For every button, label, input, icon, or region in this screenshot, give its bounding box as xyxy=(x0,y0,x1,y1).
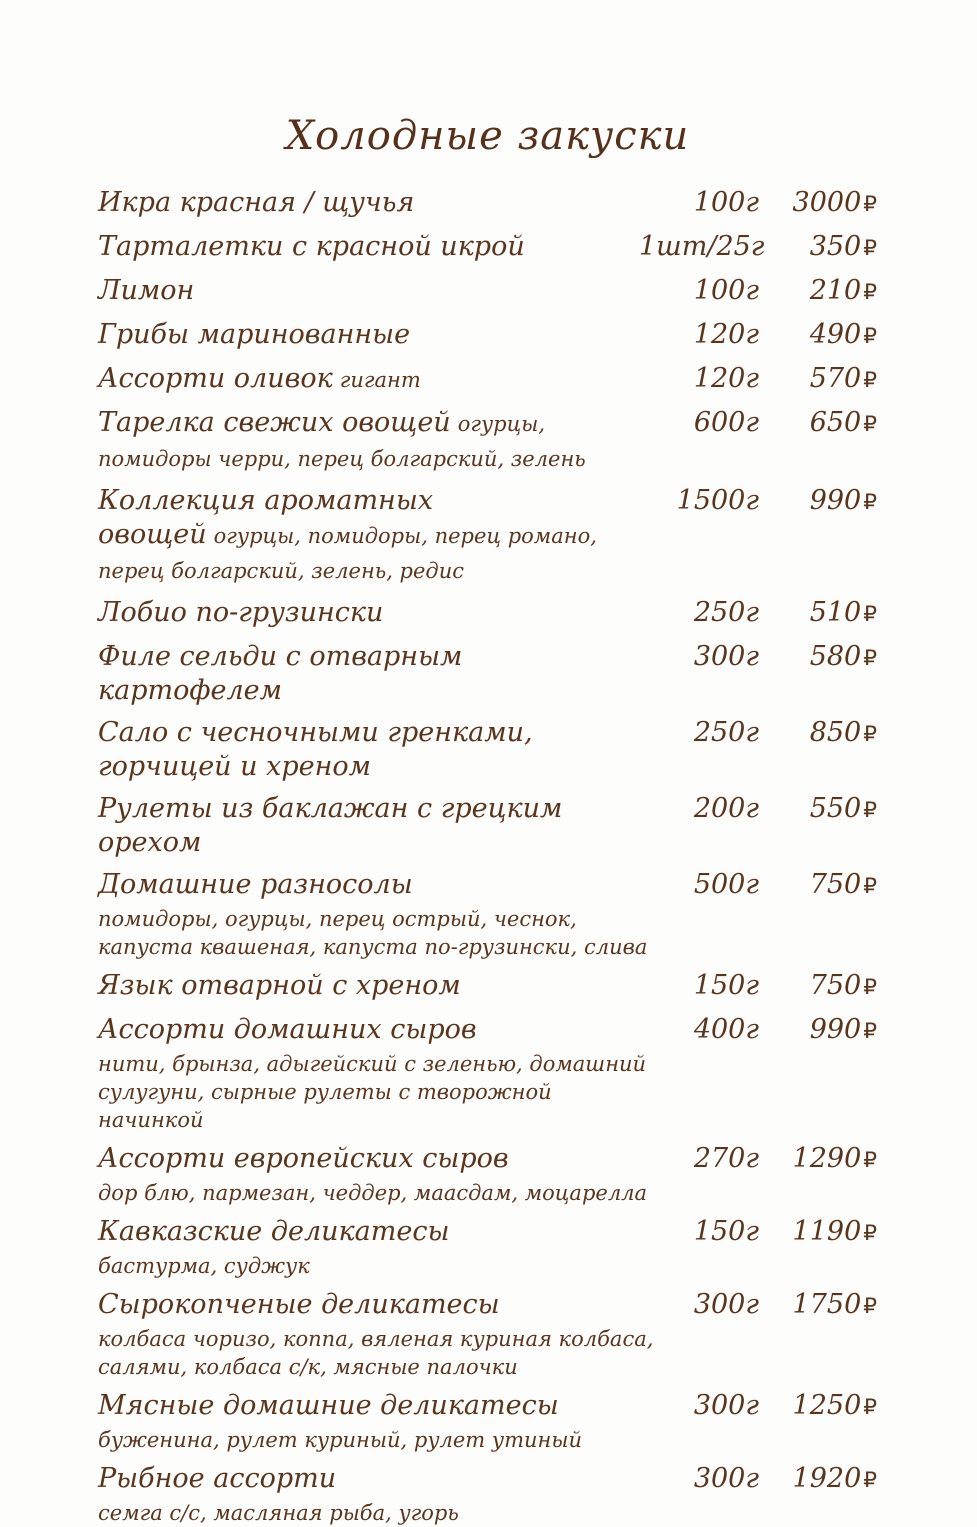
item-weight: 400г xyxy=(693,1014,759,1045)
ruble-sign: ₽ xyxy=(863,722,877,747)
item-note: огурцы, помидоры черри, перец болгарский, зелень xyxy=(98,412,586,471)
item-name-cell xyxy=(98,1013,639,1047)
item-weight: 150г xyxy=(693,1216,759,1247)
ruble-sign: ₽ xyxy=(863,412,877,437)
item-description-line: буженина, рулет куриный, рулет утиный xyxy=(98,1428,582,1452)
ruble-sign: ₽ xyxy=(863,368,877,393)
menu-item xyxy=(98,362,877,398)
ruble-sign: ₽ xyxy=(863,602,877,627)
price-amount: 1750 xyxy=(792,1289,862,1320)
item-price xyxy=(759,792,877,828)
menu-item-row xyxy=(98,230,877,266)
item-description xyxy=(98,1179,658,1207)
item-description xyxy=(98,905,658,961)
price-amount: 3000 xyxy=(792,187,862,218)
item-weight: 500г xyxy=(693,869,759,900)
price-amount: 990 xyxy=(809,1014,862,1045)
item-price xyxy=(759,230,877,266)
item-price xyxy=(759,1142,877,1178)
item-name: Рулеты из баклажан с грецким орехом xyxy=(98,793,563,858)
menu-item xyxy=(98,1013,877,1134)
item-weight: 300г xyxy=(693,641,759,672)
price-amount: 570 xyxy=(809,363,862,394)
item-name: Икра красная / щучья xyxy=(98,187,415,218)
item-name-cell xyxy=(98,1142,639,1176)
item-name-cell xyxy=(98,186,639,220)
item-name-cell xyxy=(98,792,639,860)
item-name-cell xyxy=(98,362,639,397)
item-name: Домашние разносолы xyxy=(98,869,413,900)
page-title: Холодные закуски xyxy=(285,113,690,159)
price-amount: 1920 xyxy=(792,1463,862,1494)
item-description xyxy=(98,1426,658,1454)
item-price xyxy=(759,596,877,632)
menu-item-row xyxy=(98,1462,877,1498)
menu-item-row xyxy=(98,406,877,476)
menu-item-row xyxy=(98,1215,877,1251)
ruble-sign: ₽ xyxy=(863,324,877,349)
item-name-cell xyxy=(98,716,639,784)
item-name: Сало с чесночными гренками, горчицей и хреном xyxy=(98,717,533,782)
menu-item xyxy=(98,969,877,1005)
price-amount: 210 xyxy=(809,275,862,306)
menu-item-row xyxy=(98,596,877,632)
item-name: Сырокопченые деликатесы xyxy=(98,1289,500,1320)
item-weight: 270г xyxy=(693,1143,759,1174)
price-amount: 550 xyxy=(809,793,862,824)
price-amount: 490 xyxy=(809,319,862,350)
item-weight: 250г xyxy=(693,717,759,748)
menu-items xyxy=(98,186,877,1527)
price-amount: 750 xyxy=(809,869,862,900)
item-price xyxy=(759,640,877,676)
menu-item-row xyxy=(98,274,877,310)
ruble-sign: ₽ xyxy=(863,798,877,823)
item-name: Грибы маринованные xyxy=(98,319,411,350)
item-price xyxy=(759,318,877,354)
ruble-sign: ₽ xyxy=(863,280,877,305)
menu-item xyxy=(98,868,877,961)
price-amount: 350 xyxy=(809,231,862,262)
item-weight: 150г xyxy=(693,970,759,1001)
item-name-cell xyxy=(98,969,639,1003)
item-name: Мясные домашние деликатесы xyxy=(98,1390,559,1421)
item-name-cell xyxy=(98,1389,639,1423)
item-weight: 300г xyxy=(693,1390,759,1421)
item-price xyxy=(759,406,877,442)
ruble-sign: ₽ xyxy=(863,1395,877,1420)
menu-item-row xyxy=(98,1288,877,1324)
item-name-cell xyxy=(98,230,639,264)
menu-item-row xyxy=(98,792,877,860)
menu-item xyxy=(98,1142,877,1207)
menu-item xyxy=(98,1389,877,1454)
item-price xyxy=(759,1462,877,1498)
ruble-sign: ₽ xyxy=(863,236,877,261)
item-name: Тарталетки с красной икрой xyxy=(98,231,525,262)
item-weight: 600г xyxy=(693,407,759,438)
menu-item-row xyxy=(98,362,877,398)
item-note: огурцы, помидоры, перец романо, перец болгарский, зелень, редис xyxy=(98,524,597,583)
item-description-line: капуста квашеная, капуста по-грузински, слива xyxy=(98,935,648,959)
item-price xyxy=(759,868,877,904)
item-note: гигант xyxy=(339,368,421,392)
ruble-sign: ₽ xyxy=(863,1468,877,1493)
menu-item-row xyxy=(98,969,877,1005)
ruble-sign: ₽ xyxy=(863,1019,877,1044)
price-amount: 1190 xyxy=(792,1216,862,1247)
item-price xyxy=(759,1013,877,1049)
menu-item xyxy=(98,1288,877,1381)
menu-item xyxy=(98,716,877,784)
item-name-cell xyxy=(98,1462,639,1496)
menu-item xyxy=(98,1462,877,1527)
item-name: Лобио по-грузински xyxy=(98,597,384,628)
menu-item-row xyxy=(98,1389,877,1425)
item-price xyxy=(759,1215,877,1251)
item-weight: 250г xyxy=(693,597,759,628)
price-amount: 750 xyxy=(809,970,862,1001)
item-name: Язык отварной с хреном xyxy=(98,970,461,1001)
item-price xyxy=(759,484,877,520)
ruble-sign: ₽ xyxy=(863,975,877,1000)
price-amount: 1250 xyxy=(792,1390,862,1421)
item-name-cell xyxy=(98,406,639,476)
menu-item xyxy=(98,640,877,708)
item-name: Коллекция ароматных овощей xyxy=(98,485,434,550)
menu-item-row xyxy=(98,868,877,904)
item-name-cell xyxy=(98,596,639,630)
item-name: Ассорти европейских сыров xyxy=(98,1143,509,1174)
menu-item xyxy=(98,406,877,476)
menu-item xyxy=(98,596,877,632)
menu-item-row xyxy=(98,716,877,784)
item-weight: 120г xyxy=(693,363,759,394)
menu-item xyxy=(98,186,877,222)
ruble-sign: ₽ xyxy=(863,1221,877,1246)
item-price xyxy=(759,716,877,752)
item-description-line: нити, брынза, адыгейский с зеленью, домашний сулугуни, сырные рулеты с творожной начинкой xyxy=(98,1052,647,1132)
item-weight: 100г xyxy=(693,275,759,306)
item-description xyxy=(98,1252,658,1280)
item-name: Рыбное ассорти xyxy=(98,1463,337,1494)
item-description xyxy=(98,1050,658,1134)
item-name-cell xyxy=(98,868,639,902)
ruble-sign: ₽ xyxy=(863,490,877,515)
item-weight: 300г xyxy=(693,1289,759,1320)
item-name: Ассорти домашних сыров xyxy=(98,1014,477,1045)
item-name: Лимон xyxy=(98,275,195,306)
ruble-sign: ₽ xyxy=(863,646,877,671)
price-amount: 990 xyxy=(809,485,862,516)
item-name: Кавказские деликатесы xyxy=(98,1216,450,1247)
price-amount: 850 xyxy=(809,717,862,748)
menu-item xyxy=(98,318,877,354)
menu-item xyxy=(98,484,877,588)
ruble-sign: ₽ xyxy=(863,1148,877,1173)
item-name-cell xyxy=(98,1215,639,1249)
item-name-cell xyxy=(98,640,639,708)
item-price xyxy=(759,186,877,222)
item-name-cell xyxy=(98,484,639,588)
item-price xyxy=(759,969,877,1005)
item-description-line: бастурма, суджук xyxy=(98,1254,310,1278)
item-price xyxy=(759,1389,877,1425)
menu-item-row xyxy=(98,318,877,354)
ruble-sign: ₽ xyxy=(863,1294,877,1319)
item-description xyxy=(98,1325,658,1381)
price-amount: 510 xyxy=(809,597,862,628)
item-description xyxy=(98,1499,658,1527)
item-weight: 120г xyxy=(693,319,759,350)
menu-item xyxy=(98,230,877,266)
item-price xyxy=(759,1288,877,1324)
item-name: Филе сельди с отварным картофелем xyxy=(98,641,463,706)
item-name: Ассорти оливок xyxy=(98,363,333,394)
item-description-line: дор блю, пармезан, чеддер, маасдам, моцарелла xyxy=(98,1181,648,1205)
price-amount: 650 xyxy=(809,407,862,438)
item-price xyxy=(759,274,877,310)
price-amount: 1290 xyxy=(792,1143,862,1174)
item-weight: 1500г xyxy=(676,485,759,516)
item-description-line: колбаса чоризо, коппа, вяленая куриная колбаса, салями, колбаса с/к, мясные палочки xyxy=(98,1327,654,1379)
item-name-cell xyxy=(98,1288,639,1322)
item-name-cell xyxy=(98,318,639,352)
item-description-line: семга с/с, масляная рыба, угорь xyxy=(98,1501,459,1525)
item-name-cell xyxy=(98,274,639,308)
item-weight: 1шт/25г xyxy=(639,231,765,262)
menu-item xyxy=(98,1215,877,1280)
item-price xyxy=(759,362,877,398)
price-amount: 580 xyxy=(809,641,862,672)
item-description-line: помидоры, огурцы, перец острый, чеснок, xyxy=(98,907,577,931)
ruble-sign: ₽ xyxy=(863,192,877,217)
ruble-sign: ₽ xyxy=(863,874,877,899)
menu-item-row xyxy=(98,1142,877,1178)
item-name: Тарелка свежих овощей xyxy=(98,407,451,438)
menu-item-row xyxy=(98,186,877,222)
item-weight: 200г xyxy=(693,793,759,824)
menu-item xyxy=(98,274,877,310)
menu-item-row xyxy=(98,1013,877,1049)
menu-item-row xyxy=(98,484,877,588)
menu-item-row xyxy=(98,640,877,708)
item-weight: 100г xyxy=(693,187,759,218)
item-weight: 300г xyxy=(693,1463,759,1494)
menu-item xyxy=(98,792,877,860)
